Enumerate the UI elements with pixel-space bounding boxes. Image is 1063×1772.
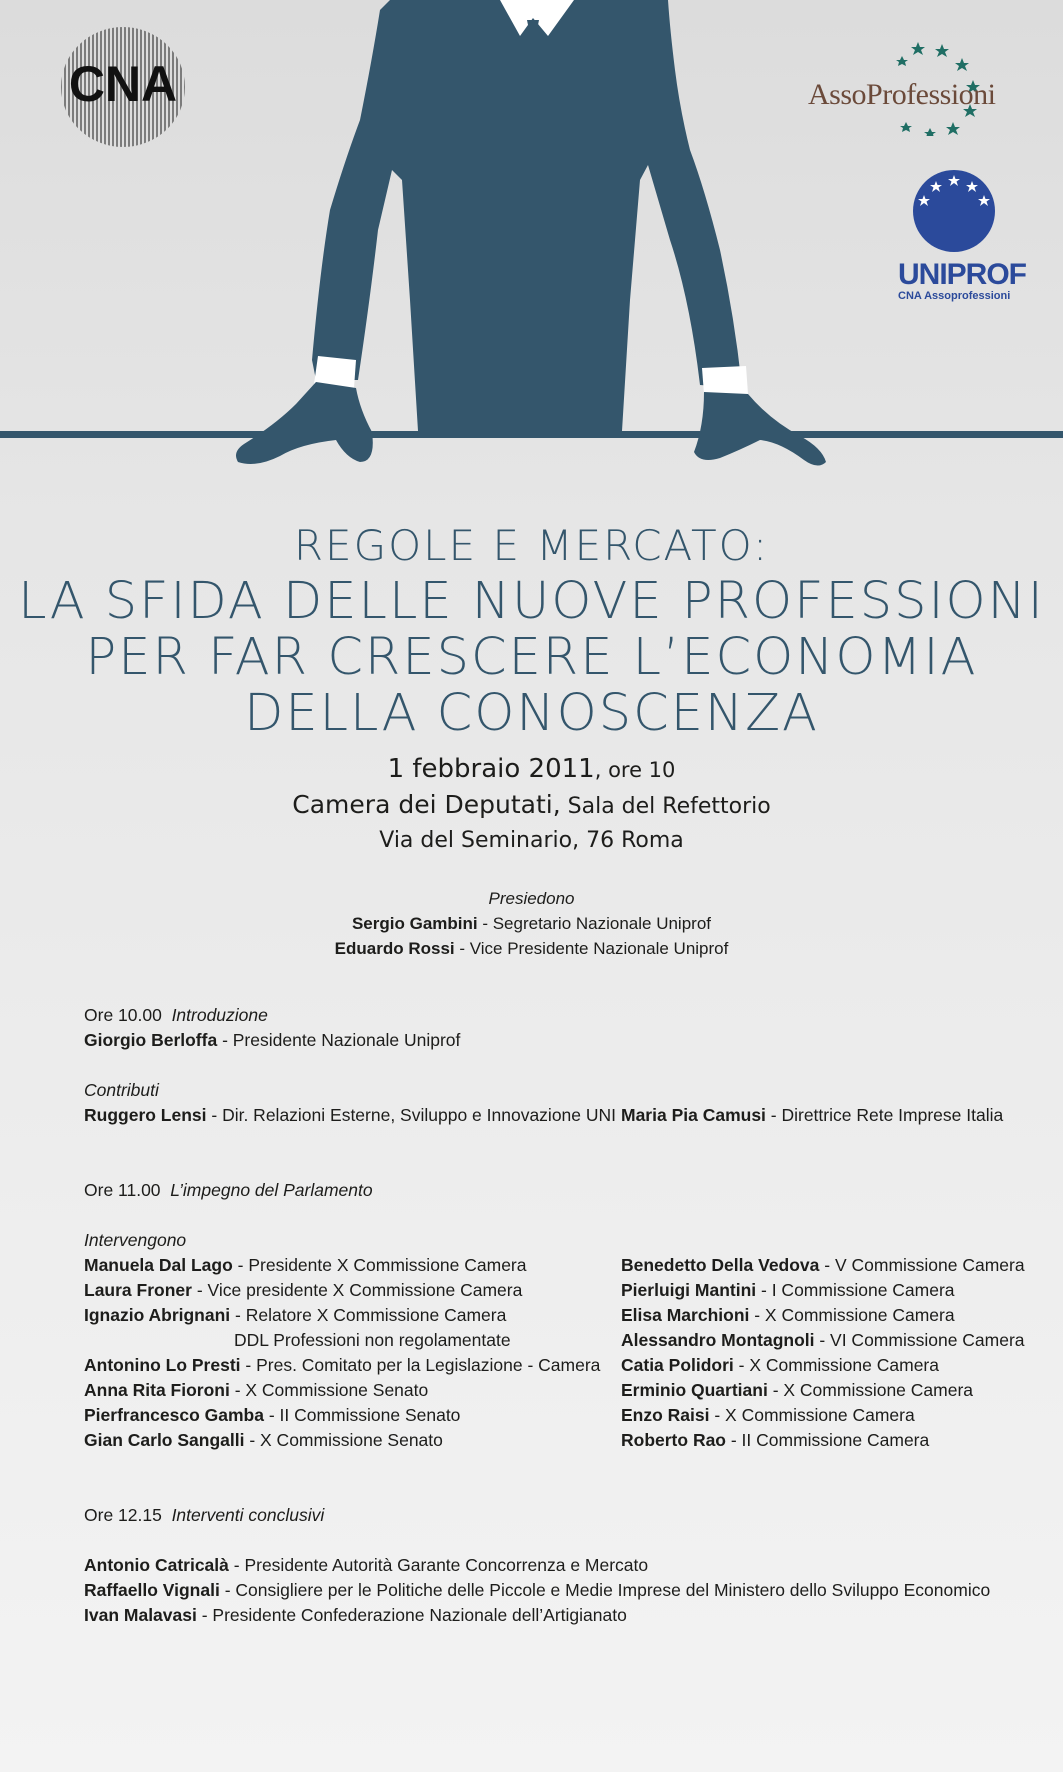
intro-title: Introduzione	[171, 1005, 268, 1025]
intro-time: Ore 10.00	[84, 1005, 162, 1025]
intro-heading	[84, 1003, 460, 1028]
conclusivi-heading	[84, 1503, 324, 1528]
tie	[527, 20, 539, 30]
title-line-3: PER FAR CRESCERE L’ECONOMIA	[85, 628, 978, 687]
contributi-right: Maria Pia Camusi - Direttrice Rete Imprese Italia	[621, 1105, 1004, 1125]
right-cuff	[702, 366, 748, 394]
right-hand	[694, 392, 826, 466]
list-item: Elisa Marchioni - X Commissione Camera	[621, 1305, 955, 1325]
list-item: Catia Polidori - X Commissione Camera	[621, 1355, 939, 1375]
cna-logo-text: CNA	[68, 56, 178, 112]
list-item: Pierluigi Mantini - I Commissione Camera	[621, 1280, 955, 1300]
event-venue	[0, 790, 1063, 819]
list-item: Antonino Lo Presti - Pres. Comitato per la Legislazione - Camera	[84, 1355, 601, 1375]
event-time: , ore 10	[594, 758, 676, 782]
parlamento-time: Ore 11.00	[84, 1180, 161, 1200]
list-item: Laura Froner - Vice presidente X Commissione Camera	[84, 1280, 523, 1300]
uniprof-logo	[898, 168, 1026, 308]
event-title	[0, 518, 1063, 742]
parlamento-heading	[84, 1178, 373, 1203]
parlamento-left-list	[84, 1228, 600, 1453]
conclusivi-time: Ore 12.15	[84, 1505, 162, 1525]
list-item: Alessandro Montagnoli - VI Commissione Camera	[621, 1330, 1025, 1350]
event-date	[0, 754, 1063, 784]
list-item: Erminio Quartiani - X Commissione Camera	[621, 1380, 974, 1400]
suit-body	[312, 0, 742, 431]
event-venue-name: Camera dei Deputati,	[292, 790, 561, 819]
intervengono-label: Intervengono	[84, 1230, 187, 1250]
presidency-person: Sergio Gambini - Segretario Nazionale Uniprof	[351, 914, 712, 933]
intro-section	[84, 1003, 460, 1053]
event-date-value: 1 febbraio 2011	[387, 754, 595, 784]
cna-logo	[60, 26, 186, 148]
presidency-person: Eduardo Rossi - Vice Presidente Nazionale Uniprof	[334, 939, 729, 958]
list-item: Raffaello Vignali - Consigliere per le Politiche delle Piccole e Medie Imprese del Ministero dello Sviluppo Economico	[84, 1580, 991, 1600]
list-item: DDL Professioni non regolamentate	[234, 1330, 511, 1350]
table-edge-line	[0, 431, 1063, 438]
list-item: Anna Rita Fioroni - X Commissione Senato	[84, 1380, 429, 1400]
list-item: Ignazio Abrignani - Relatore X Commissione Camera	[84, 1305, 507, 1325]
title-line-4: DELLA CONOSCENZA	[244, 684, 819, 743]
contributi-label: Contributi	[84, 1080, 159, 1100]
parlamento-right-list	[621, 1253, 1025, 1453]
parlamento-title: L’impegno del Parlamento	[170, 1180, 373, 1200]
list-item: Enzo Raisi - X Commissione Camera	[621, 1405, 915, 1425]
event-address: Via del Seminario, 76 Roma	[379, 828, 684, 853]
title-line-1: REGOLE E MERCATO:	[293, 521, 770, 570]
event-room: Sala del Refettorio	[560, 794, 771, 819]
left-hand	[236, 382, 373, 464]
contributi-section	[84, 1078, 616, 1128]
list-item: Antonio Catricalà - Presidente Autorità Garante Concorrenza e Mercato	[84, 1555, 649, 1575]
contributi-left: Ruggero Lensi - Dir. Relazioni Esterne, Sviluppo e Innovazione UNI	[84, 1105, 617, 1125]
assoprofessioni-logo	[808, 36, 1008, 136]
list-item: Pierfrancesco Gamba - II Commissione Senato	[84, 1405, 461, 1425]
list-item: Gian Carlo Sangalli - X Commissione Senato	[84, 1430, 443, 1450]
list-item: Ivan Malavasi - Presidente Confederazione Nazionale dell’Artigianato	[84, 1605, 627, 1625]
list-item: Benedetto Della Vedova - V Commissione Camera	[621, 1255, 1025, 1275]
uniprof-logo-name: UNIPROF	[898, 258, 1026, 291]
presidency-label: Presiedono	[488, 889, 575, 908]
list-item: Roberto Rao - II Commissione Camera	[621, 1430, 930, 1450]
presidency-section	[0, 886, 1063, 961]
intro-speaker: Giorgio Berloffa - Presidente Nazionale Uniprof	[84, 1030, 461, 1050]
assoprofessioni-logo-text: AssoProfessioni	[808, 78, 996, 111]
uniprof-logo-subtitle: CNA Assoprofessioni	[898, 290, 1011, 302]
title-line-2: LA SFIDA DELLE NUOVE PROFESSIONI	[18, 572, 1045, 631]
conclusivi-title: Interventi conclusivi	[171, 1505, 325, 1525]
conclusivi-list	[84, 1553, 990, 1628]
list-item: Manuela Dal Lago - Presidente X Commissione Camera	[84, 1255, 527, 1275]
